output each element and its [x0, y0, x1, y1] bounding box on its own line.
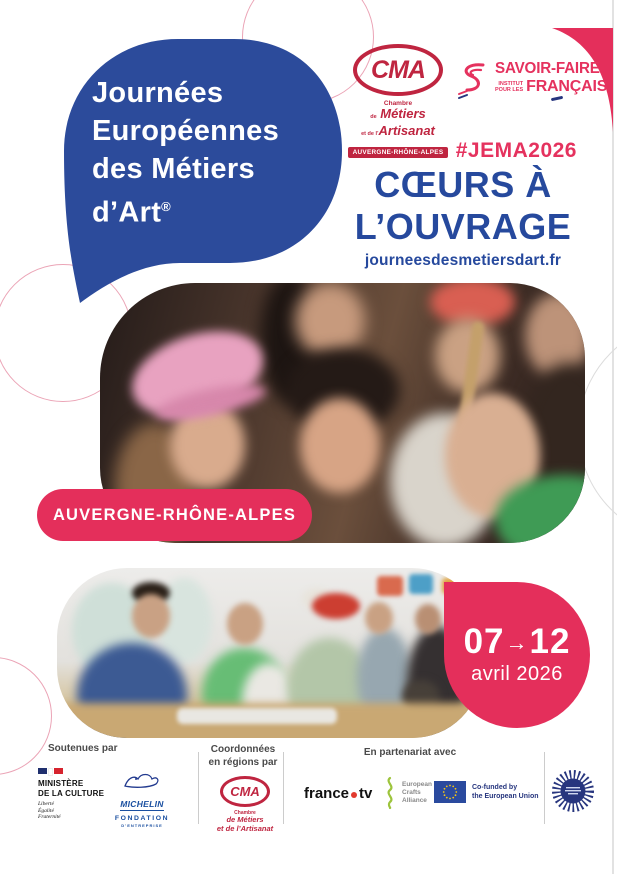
event-title-line: Journées	[92, 77, 224, 109]
francetv-tv: tv	[359, 785, 373, 802]
date-badge	[444, 582, 590, 728]
starburst-seal-icon	[550, 768, 596, 814]
savoir-faire-text	[495, 60, 607, 100]
michelin-line2: D’ENTREPRISE	[121, 823, 163, 828]
eu-text	[472, 783, 539, 801]
footer-divider	[198, 752, 199, 824]
savoir-faire-line1: SAVOIR-FAIRE	[495, 60, 600, 77]
cma-acronym: CMA	[230, 784, 260, 799]
european-crafts-alliance-logo	[383, 776, 432, 810]
french-flag-icon	[38, 768, 104, 776]
headline-line1: CŒURS À	[374, 164, 552, 205]
cma-line: Chambre	[383, 100, 413, 107]
cma-line-text: Artisanat	[378, 123, 435, 138]
cma-line-text: Métiers	[380, 106, 426, 121]
cma-line: de Métiers	[226, 815, 264, 824]
photo-detail	[300, 398, 380, 493]
francetv-logo	[304, 785, 372, 802]
savoir-faire-francais: FRANÇAIS	[526, 78, 608, 95]
photo-detail	[409, 574, 433, 594]
cma-acronym: CMA	[371, 55, 425, 84]
photo-detail	[377, 576, 403, 596]
photo-detail	[365, 602, 393, 634]
cma-line	[336, 107, 460, 124]
date-start: 07	[463, 622, 505, 661]
photo-workshop-scene	[57, 568, 482, 738]
eca-text	[402, 781, 432, 805]
cma-region-tag: AUVERGNE-RHÔNE-ALPES	[348, 147, 449, 158]
sf-small-text: POUR LES	[495, 87, 524, 93]
cma-line: et de l’Artisanat	[216, 823, 274, 833]
coordinated-line1: Coordonnées	[210, 744, 276, 755]
event-title-line: des Métiers	[92, 153, 255, 185]
michelin-wordmark: MICHELIN	[120, 799, 164, 809]
savoir-faire-spiral-icon	[455, 60, 489, 100]
savoir-faire-institut	[495, 81, 523, 94]
motto-line: Fraternité	[38, 814, 61, 820]
coordinated-by-label	[200, 743, 286, 769]
headline-line2: L’OUVRAGE	[354, 206, 572, 247]
coordinated-line2: en régions par	[208, 757, 278, 768]
sf-small-text: INSTITUT	[498, 80, 524, 87]
photo-detail	[177, 708, 337, 724]
savoir-faire-logo	[455, 60, 607, 100]
francetv-france: france	[304, 785, 350, 802]
photo-detail	[132, 594, 170, 638]
cma-line: Chambre	[234, 810, 256, 816]
cma-line-small: de	[370, 114, 377, 120]
date-month: avril 2026	[471, 663, 563, 685]
eca-leaf-icon	[383, 776, 397, 810]
ministry-line2: DE LA CULTURE	[38, 788, 105, 798]
footer-divider	[283, 752, 284, 824]
cma-line-small: et de l’	[361, 131, 379, 137]
flag-red	[54, 768, 63, 774]
michelin-man-icon	[121, 771, 163, 789]
event-title-line-text: d’Art	[92, 196, 162, 229]
photo-detail	[312, 593, 360, 619]
hashtag: #JEMA2026	[455, 139, 577, 162]
date-range	[464, 624, 571, 661]
region-banner: AUVERGNE-RHÔNE-ALPES	[37, 489, 312, 541]
savoir-faire-line2	[495, 78, 607, 96]
supported-by-label: Soutenues par	[48, 743, 118, 754]
partners-label: En partenariat avec	[363, 747, 457, 758]
website-url: journeesdesmetiersdart.fr	[364, 252, 562, 269]
eu-flag-icon	[434, 781, 466, 803]
francetv-dot-icon	[351, 792, 357, 798]
flag-blue	[38, 768, 47, 774]
photo-detail	[415, 604, 441, 634]
footer-divider	[544, 752, 545, 824]
registered-mark: ®	[161, 199, 172, 214]
cma-oval-icon	[353, 44, 443, 96]
event-title-line: Européennes	[92, 115, 280, 147]
decorative-circle	[0, 657, 52, 775]
michelin-foundation-logo	[112, 771, 172, 828]
eca-line: European	[402, 781, 432, 788]
photo-detail	[227, 603, 263, 645]
cma-oval-icon	[220, 776, 270, 807]
motto-line: Liberté	[38, 801, 54, 807]
eu-line: the European Union	[472, 793, 539, 800]
eu-cofunded-logo	[434, 781, 539, 803]
ministry-line1: MINISTÈRE	[38, 779, 84, 788]
flag-white	[48, 768, 53, 776]
ministry-motto	[38, 801, 104, 821]
eca-line: Crafts	[402, 789, 421, 796]
eu-line: Co-funded by	[472, 784, 518, 791]
event-title-line	[92, 188, 328, 232]
michelin-line1: FONDATION	[114, 815, 170, 822]
cma-footer-logo	[202, 776, 288, 833]
date-end: 12	[529, 622, 571, 661]
eca-line: Alliance	[402, 797, 427, 804]
event-title	[92, 74, 328, 232]
arrow-right-icon: →	[505, 630, 529, 655]
motto-line: Égalité	[38, 807, 54, 814]
campaign-block	[345, 139, 581, 270]
ministry-culture-logo	[38, 768, 104, 821]
